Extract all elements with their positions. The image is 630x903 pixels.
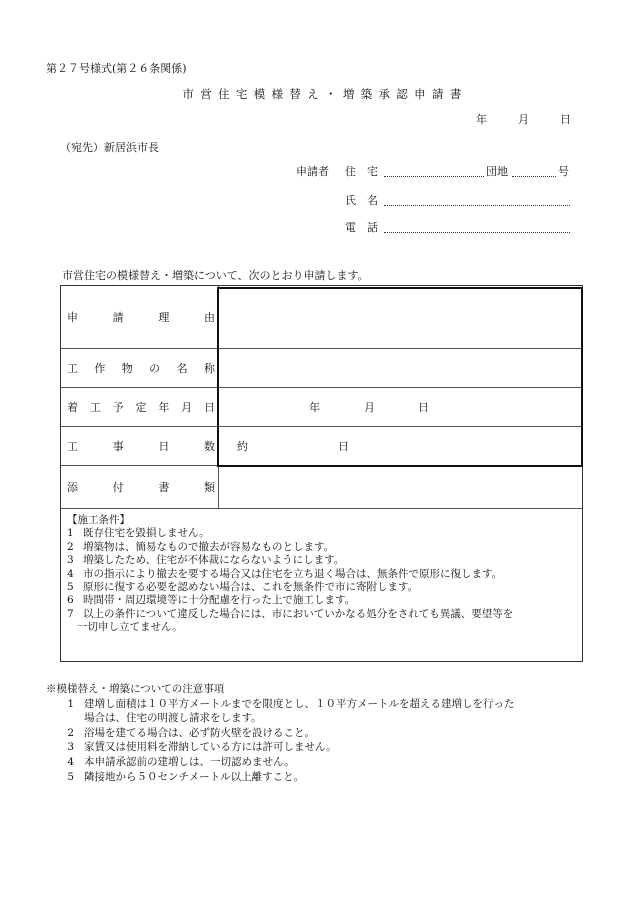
note-item: 5 隣接地から５０センチメートル以上離すこと。 xyxy=(67,770,305,783)
date-day: 日 xyxy=(560,113,571,126)
attachments-label: 添 付 書 類 xyxy=(67,481,215,494)
address-label: 住 宅 xyxy=(345,165,378,178)
start-year-label: 年 xyxy=(309,401,320,414)
intro-text: 市営住宅の模様替え・増築について、次のとおり申請します。 xyxy=(62,269,369,282)
note-item: 3 家賃又は使用料を滞納している方には許可しません。 xyxy=(67,741,337,754)
condition-item: 5 原形に復する必要を認めない場合は、これを無条件で市に寄附します。 xyxy=(67,581,419,594)
condition-item: 2 増築物は、簡易なもので撤去が容易なものとします。 xyxy=(67,540,335,553)
reason-label: 申 請 理 由 xyxy=(67,311,215,324)
structure-label: 工 作 物 の 名 称 xyxy=(67,362,215,375)
construction-conditions xyxy=(67,514,513,635)
condition-item: 1 既存住宅を毀損しません。 xyxy=(67,527,210,540)
applicant-role-label: 申請者 xyxy=(296,165,329,178)
form-number: 第２７号様式(第２６条関係) xyxy=(46,62,187,75)
date-year: 年 xyxy=(476,113,487,126)
row-start-date xyxy=(61,388,582,427)
attachments-field[interactable] xyxy=(221,466,582,508)
note-item: 2 浴場を建てる場合は、必ず防火壁を設けること。 xyxy=(67,726,315,739)
structure-field[interactable] xyxy=(221,349,582,387)
conditions-heading: 【施工条件】 xyxy=(67,514,130,526)
note-item: 4 本申請承認前の建増しは、一切認めません。 xyxy=(67,755,295,768)
start-day-label: 日 xyxy=(418,401,429,414)
row-work-days xyxy=(61,427,582,466)
condition-item: 6 時間帯・周辺環境等に十分配慮を行った上で施工します。 xyxy=(67,594,356,607)
phone-label: 電 話 xyxy=(345,221,378,234)
days-suffix: 日 xyxy=(338,440,349,453)
condition-item: 7 以上の条件について違反した場合には、市においていかなる処分をされても異議、要望等を xyxy=(67,607,514,620)
application-table xyxy=(60,285,583,662)
name-field[interactable] xyxy=(384,195,570,206)
condition-item: 4 市の指示により撤去を要する場合又は住宅を立ち退く場合は、無条件で原形に復します。 xyxy=(67,567,503,580)
row-reason xyxy=(61,286,582,349)
days-prefix: 約 xyxy=(237,440,248,453)
condition-item: 3 増築したため、住宅が不体裁にならないようにします。 xyxy=(67,554,345,567)
room-number-field[interactable] xyxy=(512,166,556,177)
addressee: （宛先）新居浜市長 xyxy=(60,141,159,154)
row-attachments xyxy=(61,466,582,509)
name-label: 氏 名 xyxy=(345,194,378,207)
phone-field[interactable] xyxy=(384,222,570,233)
notes-heading: ※模様替え・増築についての注意事項 xyxy=(46,683,225,695)
start-month-label: 月 xyxy=(364,401,375,414)
reason-field[interactable] xyxy=(221,286,582,348)
condition-item-cont: 一切申し立てません。 xyxy=(77,621,183,634)
work-days-label: 工 事 日 数 xyxy=(67,440,215,453)
note-item: 1 建増し面積は１０平方メートルまでを限度とし、１０平方メートルを超える建増しを行った xyxy=(67,697,515,710)
notes-section xyxy=(46,682,515,784)
address-field[interactable] xyxy=(384,166,484,177)
date-month: 月 xyxy=(518,113,529,126)
note-item-cont: 場合は、住宅の明渡し請求をします。 xyxy=(84,712,262,725)
gou-label: 号 xyxy=(558,165,569,178)
danchi-label: 団地 xyxy=(486,165,508,178)
application-date xyxy=(470,113,571,126)
start-date-label: 着 工 予 定 年 月 日 xyxy=(67,401,215,414)
page-title: 市営住宅模様替え・増築承認申請書 xyxy=(182,87,468,101)
row-structure xyxy=(61,349,582,388)
